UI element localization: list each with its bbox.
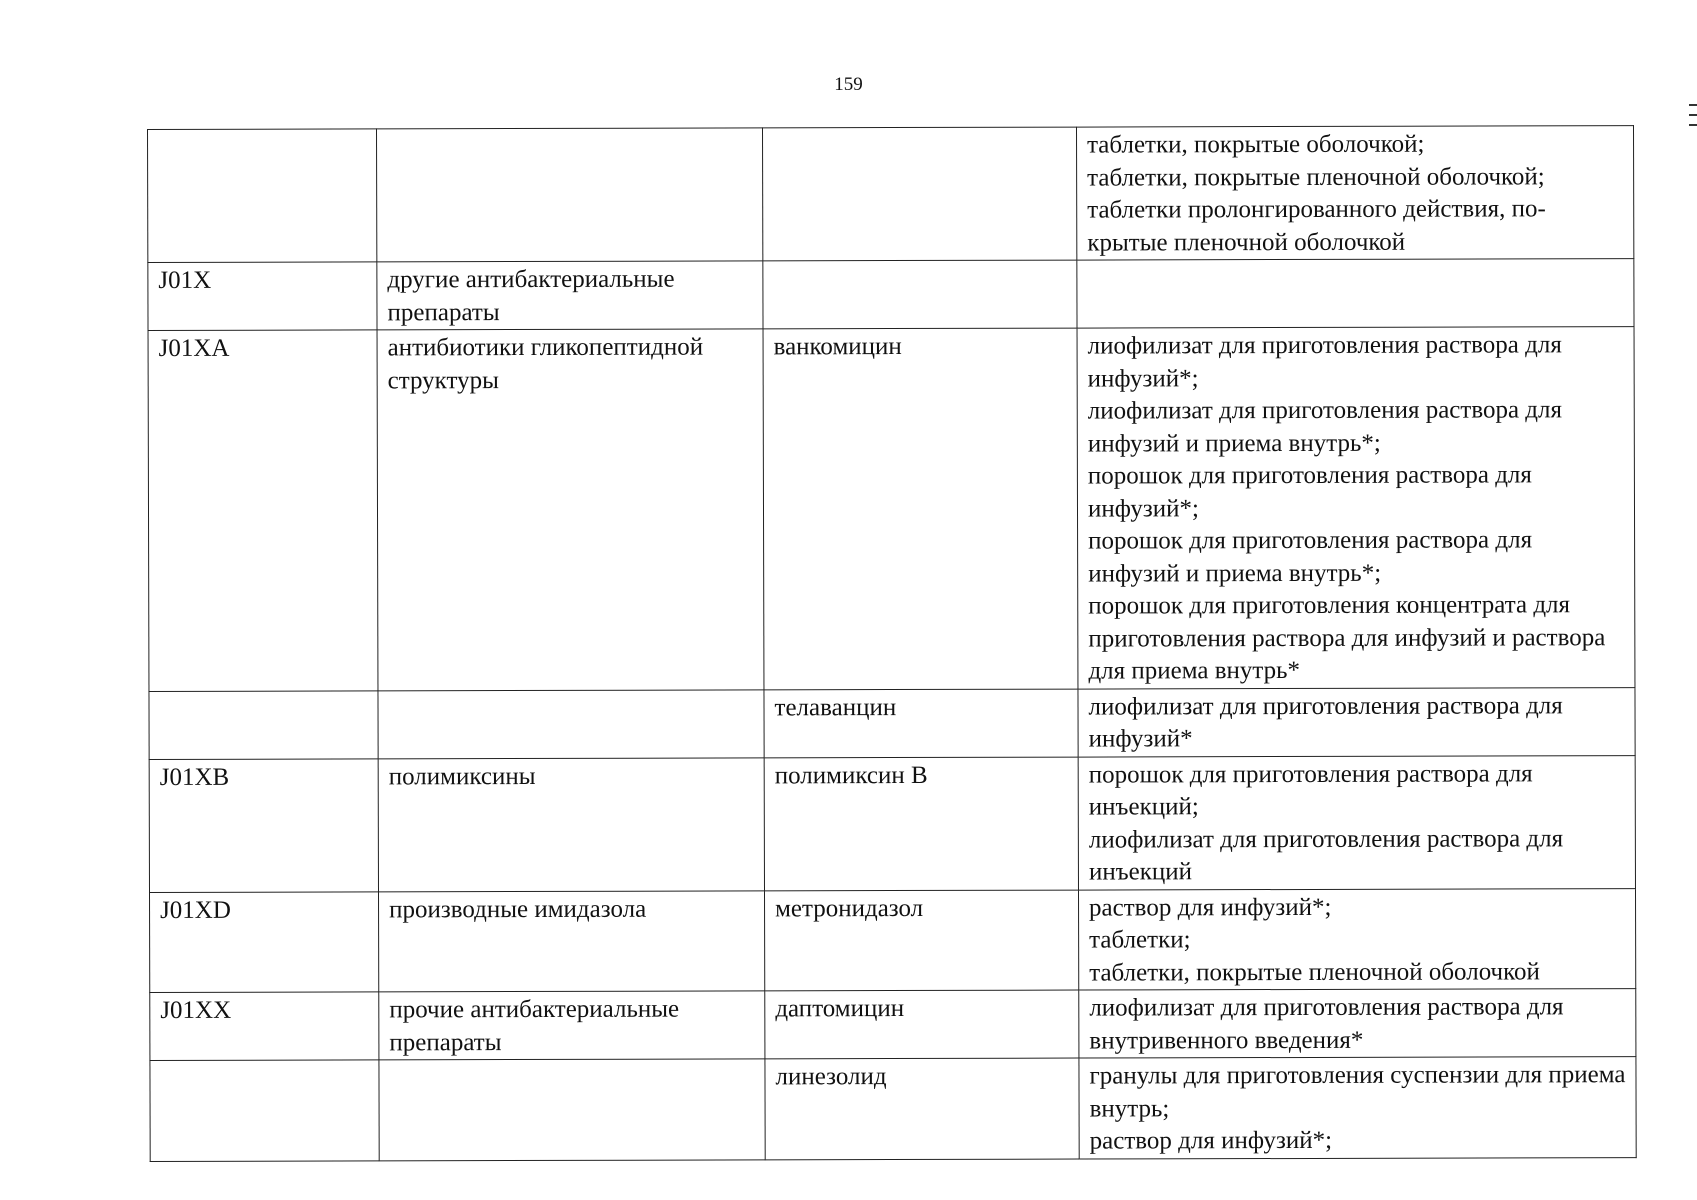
drug-cell xyxy=(762,127,1076,261)
group-cell: прочие антибактериальные препараты xyxy=(379,991,765,1060)
form-line: лиофилизат для приготовления раствора для инфузий* xyxy=(1088,691,1563,753)
drug-cell xyxy=(763,260,1077,329)
form-line: крытые пленочной оболочкой xyxy=(1087,228,1406,257)
table-row xyxy=(148,327,1635,691)
drug-cell: телаванцин xyxy=(764,689,1078,758)
table-row xyxy=(149,755,1635,892)
atc-code-cell xyxy=(148,129,377,263)
drug-cell: метронидазол xyxy=(764,890,1078,991)
drug-cell: линезолид xyxy=(765,1058,1079,1159)
group-cell xyxy=(378,689,764,758)
atc-code-cell xyxy=(149,690,378,759)
form-line: таблетки, покрытые пленочной оболочкой xyxy=(1089,957,1540,987)
form-line: лиофилизат для приготовления раствора для внутривенного введения* xyxy=(1089,993,1564,1055)
group-cell xyxy=(379,1059,765,1161)
drug-table xyxy=(147,125,1637,1161)
table-row xyxy=(149,888,1635,992)
drug-cell: даптомицин xyxy=(765,990,1079,1059)
form-line: раствор для инфузий*; xyxy=(1089,893,1332,922)
form-line: порошок для приготовления концентрата для приготовления раствора для инфузий и раствора для приема внутрь* xyxy=(1088,591,1606,685)
table-row xyxy=(148,126,1634,263)
forms-cell xyxy=(1079,1057,1636,1159)
form-line: гранулы для приготовления суспензии для приема внутрь; xyxy=(1089,1061,1626,1123)
form-line: таблетки; xyxy=(1089,926,1191,954)
group-cell xyxy=(377,128,763,262)
forms-cell xyxy=(1076,126,1633,260)
group-cell: другие антибактериальные препараты xyxy=(377,261,763,330)
form-line: таблетки пролонгированного действия, по- xyxy=(1087,195,1546,224)
form-line: лиофилизат для приготовления раствора для инъекций xyxy=(1088,824,1564,886)
table-row xyxy=(150,989,1636,1061)
atc-code-cell: J01XA xyxy=(148,330,378,691)
atc-code-cell xyxy=(150,1060,379,1161)
atc-code-cell: J01X xyxy=(148,262,377,331)
forms-cell xyxy=(1078,687,1635,756)
form-line: лиофилизат для приготовления раствора для инфузий и приема внутрь*; xyxy=(1087,396,1563,458)
form-line: порошок для приготовления раствора для инъекций; xyxy=(1088,759,1533,821)
table-row xyxy=(149,687,1635,759)
form-line: таблетки, покрытые оболочкой; xyxy=(1087,130,1425,159)
page-number: 159 xyxy=(834,74,863,95)
forms-cell xyxy=(1079,989,1636,1058)
table-row xyxy=(150,1057,1636,1161)
forms-cell xyxy=(1077,259,1634,328)
atc-code-cell: J01XB xyxy=(149,758,378,892)
form-line: лиофилизат для приготовления раствора для инфузий*; xyxy=(1087,331,1562,393)
form-line: порошок для приготовления раствора для инфузий*; xyxy=(1087,461,1532,523)
forms-cell xyxy=(1077,327,1635,689)
atc-code-cell: J01XX xyxy=(150,992,379,1061)
table-row xyxy=(148,259,1634,331)
form-line: раствор для инфузий*; xyxy=(1089,1126,1333,1155)
forms-cell xyxy=(1078,755,1635,889)
drug-cell: ванкомицин xyxy=(763,328,1078,689)
forms-cell xyxy=(1078,888,1635,990)
form-line: порошок для приготовления раствора для инфузий и приема внутрь*; xyxy=(1088,526,1533,588)
group-cell: полимиксины xyxy=(378,757,764,891)
group-cell: антибиотики гликопептидной структуры xyxy=(377,329,764,691)
atc-code-cell: J01XD xyxy=(149,891,378,992)
drug-cell: полимиксин В xyxy=(764,757,1078,891)
form-line: таблетки, покрытые пленочной оболочкой; xyxy=(1087,162,1545,192)
margin-tick-mark xyxy=(1689,104,1697,126)
group-cell: производные имидазола xyxy=(378,890,764,992)
